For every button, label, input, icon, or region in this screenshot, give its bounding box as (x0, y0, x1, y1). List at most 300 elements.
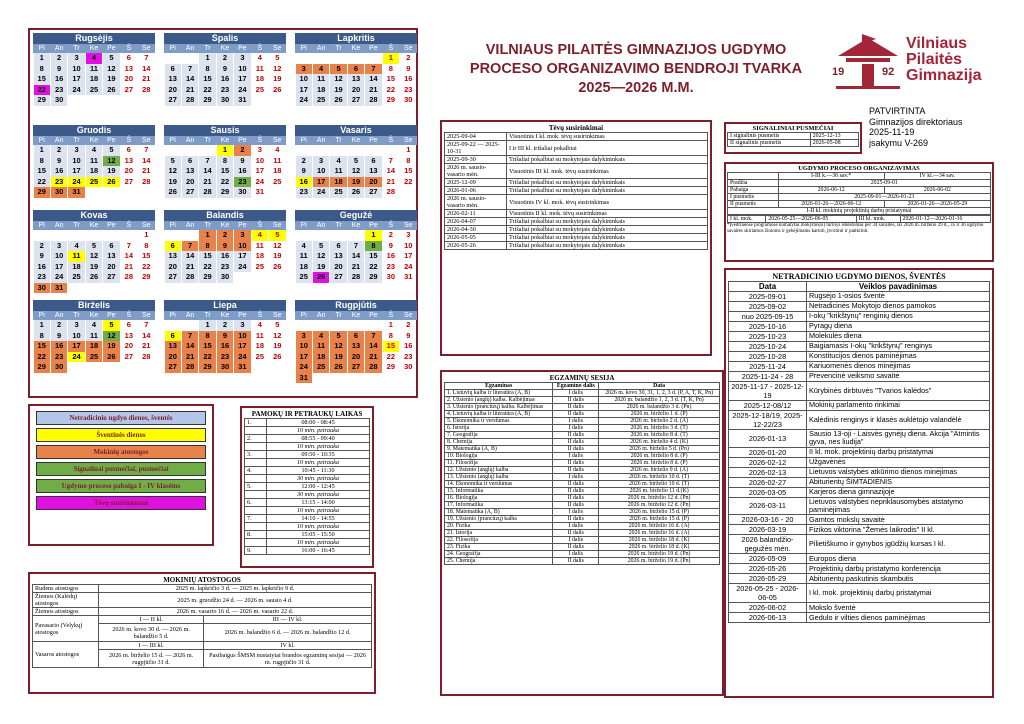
day-cell: 14 (199, 166, 215, 177)
bell-time: 10 min. petrauka (267, 427, 370, 435)
meeting-date: 2025-09-04 (445, 133, 507, 141)
day-cell: 11 (255, 240, 264, 250)
logo-text-2: Pilaitės (906, 51, 963, 68)
day-grid (33, 145, 155, 198)
month-12 (295, 300, 417, 383)
day-cell: 17 (68, 74, 84, 85)
empty-cell (348, 145, 364, 156)
day-cell: 7 (348, 241, 364, 252)
exam-cell: 1. Lietuvių kalba ir literatūra (A, B) (445, 390, 553, 397)
day-cell: 6 (126, 53, 131, 62)
table-row (445, 411, 720, 418)
holiday-class: IV kl. (204, 642, 372, 650)
exam-cell: II dalis (553, 432, 599, 439)
day-cell: 8 (34, 156, 50, 167)
day-cell: 13 (165, 74, 181, 85)
month-8 (164, 210, 286, 283)
day-cell: 28 (348, 272, 364, 283)
org-p2-label: II pusmetis (728, 201, 779, 208)
table-header (445, 383, 720, 390)
holidays-title: MOKINIŲ ATOSTOGOS (163, 576, 241, 584)
table-row (729, 382, 990, 401)
day-cell: 26 (348, 187, 364, 198)
event-date: 2026-06-13 (729, 613, 807, 623)
day-cell: 31 (68, 187, 84, 198)
day-cell: 24 (68, 352, 84, 363)
event-date: 2026-03-19 (729, 525, 807, 535)
exam-cell: II dalis (553, 439, 599, 446)
table-row (729, 515, 990, 525)
day-cell: 9 (51, 331, 67, 342)
exam-cell: 14. Ekonomika ir verslumas (445, 481, 553, 488)
day-cell: 27 (348, 95, 364, 106)
event-date: 2026-03-11 (729, 497, 807, 515)
weekday: Pi (169, 45, 176, 52)
month-11 (164, 300, 286, 373)
table-row (729, 613, 990, 623)
exam-cell: 8. Chemija (445, 439, 553, 446)
day-cell: 4 (86, 320, 102, 331)
weekday: An (316, 222, 326, 229)
exam-cell: 2026 m. birželio 5 d. (Pn) (599, 446, 720, 453)
bell-time: 13:15 - 14:00 (267, 499, 370, 507)
org-ikl: 2026-05-25—2026-06-05 (766, 216, 856, 223)
exam-cell: 2026 m. birželio 19 d. (Pn) (599, 558, 720, 565)
day-cell: 8 (365, 241, 381, 252)
day-cell: 29 (199, 362, 215, 373)
exam-cell: II dalis (553, 502, 599, 509)
day-cell: 6 (103, 241, 119, 252)
weekday: Tr (204, 222, 211, 229)
day-grid (33, 320, 155, 373)
day-cell: 26 (313, 272, 329, 283)
parents-title: Tėvų susirinkimai (548, 124, 604, 132)
event-date: 2025-11-17 - 2025-12-19 (729, 382, 807, 401)
weekday-header (33, 221, 155, 230)
bell-num: 4. (245, 467, 267, 475)
day-cell: 22 (386, 84, 396, 94)
weekday: Ke (351, 137, 361, 144)
day-cell: 6 (126, 320, 131, 329)
day-cell: 17 (296, 352, 312, 363)
event-date: 2025-10-16 (729, 322, 807, 332)
day-cell: 29 (34, 95, 50, 106)
approval-stamp (869, 106, 963, 148)
day-cell: 9 (51, 64, 67, 75)
day-cell: 21 (348, 262, 364, 273)
day-cell: 12 (165, 166, 181, 177)
title-line-3: 2025—2026 M.M. (578, 80, 694, 96)
day-cell: 11 (296, 251, 312, 262)
day-cell: 16 (217, 251, 233, 262)
day-cell: 10 (296, 341, 312, 352)
day-cell: 28 (142, 176, 151, 186)
weekday: An (54, 137, 64, 144)
day-cell: 30 (404, 95, 413, 104)
table-row (728, 140, 859, 147)
month-name: Rugsėjis (33, 33, 155, 44)
day-cell: 7 (126, 240, 131, 250)
exam-cell: 2026 m. birželio 10 d. (T) (599, 481, 720, 488)
day-cell: 22 (365, 262, 381, 273)
org-p1-label: I pusmetis (728, 194, 779, 201)
month-name: Liepa (164, 300, 286, 311)
exam-cell: 2026 m. birželio 8 d. (P) (599, 453, 720, 460)
day-cell: 12 (330, 341, 346, 352)
day-grid (295, 320, 417, 383)
day-cell: 1 (34, 145, 50, 156)
day-cell: 3 (68, 320, 84, 331)
day-cell: 30 (51, 95, 67, 106)
logo-text-3: Gimnazija (906, 67, 982, 84)
day-cell: 25 (273, 176, 282, 186)
day-grid (295, 53, 417, 106)
day-cell: 9 (388, 240, 393, 250)
month-2 (164, 33, 286, 106)
day-cell: 15 (404, 166, 413, 175)
day-cell: 10 (296, 74, 312, 85)
day-cell: 13 (165, 251, 181, 262)
bell-title: PAMOKŲ IR PETRAUKŲ LAIKAS (251, 410, 363, 418)
table-row (729, 497, 990, 515)
day-cell: 2 (406, 320, 411, 329)
table-row (729, 457, 990, 467)
day-cell: 4 (68, 241, 84, 252)
day-cell: 5 (86, 241, 102, 252)
column-header: Data (599, 383, 720, 390)
day-cell: 24 (234, 352, 250, 363)
weekday: Se (273, 312, 282, 319)
table-row (729, 322, 990, 332)
day-cell: 5 (165, 156, 181, 167)
weekday: Pe (107, 312, 116, 319)
day-cell: 24 (68, 177, 84, 188)
table-row (445, 141, 708, 156)
exam-cell: 16. Biologija (445, 495, 553, 502)
day-cell: 3 (313, 156, 329, 167)
weekday: Š (126, 312, 132, 319)
day-cell: 29 (365, 272, 381, 283)
bell-num: 3. (245, 451, 267, 459)
day-cell: 12 (273, 240, 282, 250)
day-cell: 30 (217, 362, 233, 373)
day-cell: 11 (313, 74, 329, 85)
logo-year-left: 19 (832, 66, 845, 78)
day-cell: 30 (234, 187, 250, 198)
legend-item: Ugdymo proceso pabaiga I - IV klasėms (36, 479, 206, 493)
table-row (445, 164, 708, 179)
exam-cell: II dalis (553, 404, 599, 411)
meeting-desc: Trišaliai pokalbiai su mokytojais dalykininkais (507, 242, 708, 250)
day-cell: 5 (269, 230, 285, 241)
event-date: 2025-09-01 (729, 292, 807, 302)
day-cell: 10 (51, 251, 67, 262)
exam-cell: I dalis (553, 390, 599, 397)
day-cell: 9 (217, 241, 233, 252)
day-cell: 27 (348, 362, 364, 373)
holiday-name: Vasaros atostogos (33, 642, 99, 668)
day-cell: 10 (313, 166, 329, 177)
day-cell: 22 (199, 85, 215, 96)
event-name: Mokinių parlamento rinkimai (807, 401, 990, 411)
table-row (445, 234, 708, 242)
weekday: Pe (107, 222, 116, 229)
weekday: Ke (220, 45, 230, 52)
title-line-1: VILNIAUS PILAITĖS GIMNAZIJOS UGDYMO (485, 42, 787, 58)
weekday: Pe (238, 45, 247, 52)
day-cell: 14 (142, 63, 151, 73)
table-row (445, 210, 708, 218)
table-row (729, 535, 990, 554)
day-cell: 23 (217, 85, 233, 96)
day-cell: 2 (51, 320, 67, 331)
weekday: Se (273, 222, 282, 229)
table-row (33, 608, 372, 616)
day-cell: 16 (51, 166, 67, 177)
org-h2: IV kl.—34 sav. (884, 173, 990, 180)
month-7 (33, 210, 155, 293)
day-cell: 25 (86, 177, 102, 188)
weekday: Se (142, 312, 151, 319)
day-cell: 7 (365, 331, 381, 342)
day-cell: 16 (386, 251, 396, 260)
exam-cell: I dalis (553, 425, 599, 432)
weekday: Pi (300, 45, 307, 52)
exam-cell: 2026 m. birželio 2 d. (A) (599, 418, 720, 425)
day-cell: 27 (165, 95, 181, 106)
table-row (445, 502, 720, 509)
day-cell: 6 (182, 156, 198, 167)
day-cell: 31 (296, 373, 312, 384)
day-cell: 14 (386, 166, 396, 175)
day-cell: 26 (330, 362, 346, 373)
bell-num (245, 459, 267, 467)
meeting-date: 2026-05-26 (445, 242, 507, 250)
event-name: Rugsėjo 1-osios šventė (807, 292, 990, 302)
bell-time: 10 min. petrauka (267, 539, 370, 547)
day-cell: 19 (273, 341, 282, 350)
title-line-2: PROCESO ORGANIZAVIMO BENDROJI TVARKA (469, 61, 803, 77)
day-cell: 19 (103, 166, 119, 177)
exam-cell: 2026 m. birželio 18 d. (K) (599, 537, 720, 544)
day-cell: 23 (296, 187, 312, 198)
day-cell: 25 (86, 352, 102, 363)
column-header: Egzamino dalis (553, 383, 599, 390)
day-cell: 3 (296, 64, 312, 75)
table-row (445, 133, 708, 141)
table-row (729, 477, 990, 487)
event-name: Gamtos mokslų savaitė (807, 515, 990, 525)
legend-item: Netradicinio ugdyo dienos, šventės (36, 411, 206, 425)
table-row (445, 418, 720, 425)
day-cell: 12 (103, 64, 119, 75)
exam-cell: I dalis (553, 509, 599, 516)
weekday-header (295, 136, 417, 145)
weekday: Ke (220, 312, 230, 319)
day-cell: 21 (182, 85, 198, 96)
exam-cell: 2026 m. birželio 15 d. (P) (599, 516, 720, 523)
org-iiikl: 2026-01-12—2026-01-16 (900, 216, 990, 223)
day-cell: 13 (124, 63, 134, 73)
empty-cell (296, 53, 312, 64)
day-cell: 17 (404, 251, 413, 260)
table-row (445, 537, 720, 544)
exam-cell: 12. Užsienio (anglų) kalba (445, 467, 553, 474)
event-date: 2026-02-12 (729, 457, 807, 467)
day-cell: 18 (296, 262, 312, 273)
day-cell: 24 (234, 262, 250, 273)
day-cell: 19 (273, 74, 282, 83)
day-cell: 18 (330, 177, 346, 188)
weekday: Ke (351, 312, 361, 319)
empty-cell (365, 145, 381, 156)
event-name: Lietuvos valstybės atkūrimo dienos minėjimas (807, 467, 990, 477)
table-row (445, 425, 720, 432)
day-cell: 7 (182, 241, 198, 252)
day-cell: 4 (330, 156, 346, 167)
org-p2a: 2026-01-26—2026-06-12 (778, 201, 884, 208)
exam-cell: 10. Biologija (445, 453, 553, 460)
weekday: An (54, 312, 64, 319)
day-cell: 17 (234, 341, 250, 352)
day-cell: 6 (365, 156, 381, 167)
day-cell: 22 (404, 176, 413, 186)
day-cell: 27 (165, 272, 181, 283)
exam-cell: 13. Užsienio (anglų) kalba (445, 474, 553, 481)
day-cell: 18 (255, 251, 265, 260)
weekday: Š (388, 137, 394, 144)
bell-num (245, 475, 267, 483)
table-row (245, 547, 370, 555)
legend (28, 404, 214, 546)
day-cell: 29 (386, 362, 396, 371)
org-start-label: Pradžia (728, 180, 779, 187)
weekday: Tr (73, 312, 80, 319)
holiday-dates: 2025 m. lapkričio 3 d. — 2025 m. lapkričio 9 d. (98, 585, 371, 593)
weekday: Ke (89, 312, 99, 319)
day-cell: 12 (330, 74, 346, 85)
event-name: Baigiamasis I-okų "krikštynų" renginys (807, 342, 990, 352)
table-row (33, 642, 372, 650)
event-name: Netradicinės Mokytojo dienos pamokos (807, 302, 990, 312)
day-cell: 15 (199, 251, 215, 262)
empty-cell (348, 53, 364, 64)
table-row (729, 574, 990, 584)
day-cell: 19 (86, 262, 102, 273)
event-name: Mokslo šventė (807, 603, 990, 613)
bell-time: 16:00 - 16:45 (267, 547, 370, 555)
holiday-name: Žiemos atostogos (33, 608, 99, 616)
weekday: Pi (300, 312, 307, 319)
day-cell: 9 (296, 166, 312, 177)
day-cell: 18 (86, 74, 102, 85)
day-cell: 14 (142, 330, 151, 340)
empty-cell (68, 230, 84, 241)
day-cell: 21 (182, 262, 198, 273)
bell-num: 2. (245, 435, 267, 443)
day-cell: 13 (330, 251, 346, 262)
table-row (729, 332, 990, 342)
legend-item: Šventinės dienos (36, 428, 206, 442)
school-logo (832, 34, 1002, 104)
bell-num (245, 491, 267, 499)
day-cell: 10 (234, 331, 250, 342)
empty-cell (182, 230, 198, 241)
day-cell: 19 (330, 352, 346, 363)
weekday: Se (404, 222, 413, 229)
table-row (729, 401, 990, 411)
day-cell: 21 (142, 341, 151, 350)
day-cell: 20 (124, 166, 134, 175)
day-cell: 26 (273, 351, 282, 361)
weekday: Tr (204, 137, 211, 144)
day-cell: 13 (124, 330, 134, 340)
day-cell: 22 (199, 352, 215, 363)
day-cell: 22 (34, 85, 50, 96)
day-cell: 27 (124, 351, 134, 361)
day-cell: 29 (142, 272, 151, 281)
table-row (445, 558, 720, 565)
weekday: Š (126, 137, 132, 144)
event-name: Kūrybinės dirbtuvės "Tvarios kalėdos" (807, 382, 990, 401)
event-name: Molekulės diena (807, 332, 990, 342)
holiday-class: I — II kl. (98, 616, 203, 624)
day-cell: 19 (273, 251, 282, 260)
day-cell: 26 (103, 177, 119, 188)
weekday: Pe (238, 137, 247, 144)
day-cell: 21 (199, 177, 215, 188)
weekday: Tr (335, 137, 342, 144)
day-cell: 2 (234, 145, 250, 156)
exam-cell: 2026 m. birželio 8 d. (T) (599, 432, 720, 439)
day-cell: 19 (313, 262, 329, 273)
exam-cell: 2026 m. birželio 15 d. (P) (599, 509, 720, 516)
day-cell: 14 (182, 341, 198, 352)
event-date: 2025-12-18/19, 2025-12-22/23 (729, 411, 807, 430)
day-cell: 9 (34, 251, 50, 262)
day-cell: 28 (182, 272, 198, 283)
bell-time: 14:10 - 14:55 (267, 515, 370, 523)
bell-time: 09:50 - 10:35 (267, 451, 370, 459)
holiday-name: Rudens atostogos (33, 585, 99, 593)
empty-cell (103, 230, 119, 241)
org-title: UGDYMO PROCESO ORGANIZAVIMAS (798, 165, 920, 172)
day-cell: 28 (182, 362, 198, 373)
exam-cell: 15. Informatika (445, 488, 553, 495)
day-cell: 23 (51, 352, 67, 363)
bell-num (245, 443, 267, 451)
day-cell: 11 (86, 156, 102, 167)
month-5 (164, 125, 286, 198)
day-cell: 18 (68, 262, 84, 273)
empty-cell (182, 320, 198, 331)
day-cell: 4 (275, 145, 280, 154)
weekday: Š (388, 312, 394, 319)
weekday: Pi (38, 137, 45, 144)
bell-schedule (240, 406, 374, 568)
weekday: An (316, 137, 326, 144)
table-row (445, 439, 720, 446)
day-cell: 26 (103, 352, 119, 363)
day-cell: 10 (404, 240, 413, 250)
day-cell: 21 (142, 74, 151, 83)
exam-cell: 7. Geografija (445, 432, 553, 439)
weekday: An (316, 45, 326, 52)
table-row (445, 453, 720, 460)
table-header (729, 282, 990, 292)
day-cell: 11 (313, 341, 329, 352)
day-cell: 16 (404, 74, 413, 83)
